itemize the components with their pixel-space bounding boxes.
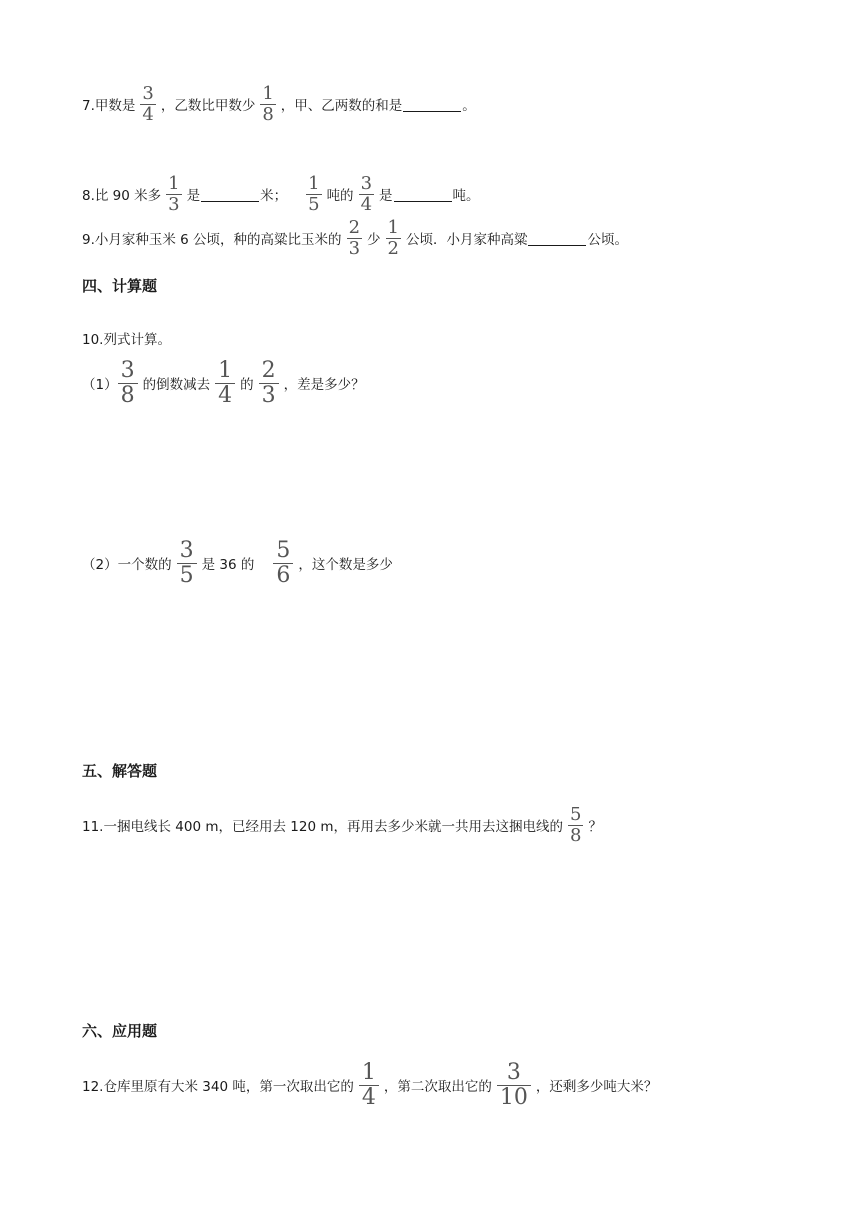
numerator: 3 [506,1059,521,1085]
section-heading-6: 六、应用题 [82,1021,158,1040]
q10-p1-text-3: ，差是多少？ [283,377,365,393]
q10-p1-text-2: 的 [240,377,254,393]
q9-prefix: 9.小月家种玉米 6 公顷，种的高粱比玉米的 [82,232,342,248]
question-9 [82,218,628,258]
fraction [306,172,321,215]
numerator: 5 [569,803,582,825]
q12-prefix: 12.仓库里原有大米 340 吨，第一次取出它的 [82,1079,354,1095]
answer-blank[interactable] [528,231,586,246]
fraction [359,172,374,215]
numerator: 3 [179,537,194,563]
q8-prefix: 8.比 90 米多 [82,188,162,204]
fraction [568,803,583,846]
q7-prefix: 7.甲数是 [82,98,136,114]
q9-text-3: 公顷。 [587,232,628,248]
numerator: 1 [262,82,274,104]
question-7 [82,84,476,124]
q12-text-1: ，第二次取出它的 [383,1079,492,1095]
denominator: 8 [262,103,274,125]
answer-blank[interactable] [403,97,461,112]
fraction [215,357,235,408]
q10-p2-text-1: 是 36 的 [201,557,255,573]
q10-p2-prefix: （2）一个数的 [82,557,172,573]
numerator: 1 [361,1059,376,1085]
fraction [260,82,275,125]
numerator: 3 [120,357,135,383]
q7-suffix: ，甲、乙两数的和是 [280,98,403,114]
denominator: 4 [218,382,233,408]
q7-mid: ，乙数比甲数少 [160,98,256,114]
q12-text-2: ，还剩多少吨大米？ [535,1079,658,1095]
numerator: 5 [276,537,291,563]
denominator: 5 [179,562,194,588]
numerator: 3 [360,172,373,194]
numerator: 1 [387,216,399,238]
denominator: 2 [387,237,399,259]
numerator: 1 [308,172,320,194]
fraction [259,357,279,408]
q8-text-1: 是 [186,188,201,204]
q10-p1-text-1: 的倒数减去 [142,377,211,393]
denominator: 8 [569,824,582,846]
numerator: 3 [142,82,154,104]
q8-text-4: 是 [379,188,393,204]
denominator: 3 [348,237,361,259]
denominator: 10 [499,1084,528,1110]
q10-p1-prefix: （1） [82,377,118,393]
q9-text-1: 少 [367,232,381,248]
numerator: 2 [261,357,276,383]
q7-end: 。 [462,98,476,114]
question-8 [82,174,480,214]
fraction [166,172,181,215]
numerator: 1 [218,357,233,383]
fraction [140,82,155,125]
denominator: 6 [276,562,291,588]
section-heading-4: 四、计算题 [82,276,158,295]
q8-text-3: 吨的 [326,188,354,204]
fraction [347,216,362,259]
fraction [359,1059,379,1110]
q11-suffix: ？ [588,819,602,835]
q8-text-5: 吨。 [452,188,480,204]
denominator: 4 [360,193,373,215]
numerator: 1 [168,172,180,194]
fraction [118,357,138,408]
question-10-title: 10.列式计算。 [82,332,171,348]
denominator: 3 [261,382,276,408]
q9-text-2: 公顷．小月家种高粱 [405,232,528,248]
answer-blank[interactable] [201,187,259,202]
denominator: 4 [142,103,154,125]
denominator: 3 [168,193,180,215]
denominator: 4 [361,1084,376,1110]
section-heading-5: 五、解答题 [82,761,158,780]
question-10-part-2 [82,538,393,588]
answer-blank[interactable] [394,187,452,202]
question-12 [82,1058,657,1112]
denominator: 8 [120,382,135,408]
fraction [386,216,401,259]
numerator: 2 [348,216,361,238]
fraction [177,537,197,588]
q11-prefix: 11.一捆电线长 400 m，已经用去 120 m，再用去多少米就一共用去这捆电线的 [82,819,563,835]
fraction [497,1059,531,1110]
question-10-part-1 [82,358,365,408]
q8-text-2: 米； [260,188,288,204]
denominator: 5 [308,193,320,215]
q10-p2-text-2: ，这个数是多少 [298,557,393,573]
question-11 [82,805,602,845]
fraction [273,537,293,588]
